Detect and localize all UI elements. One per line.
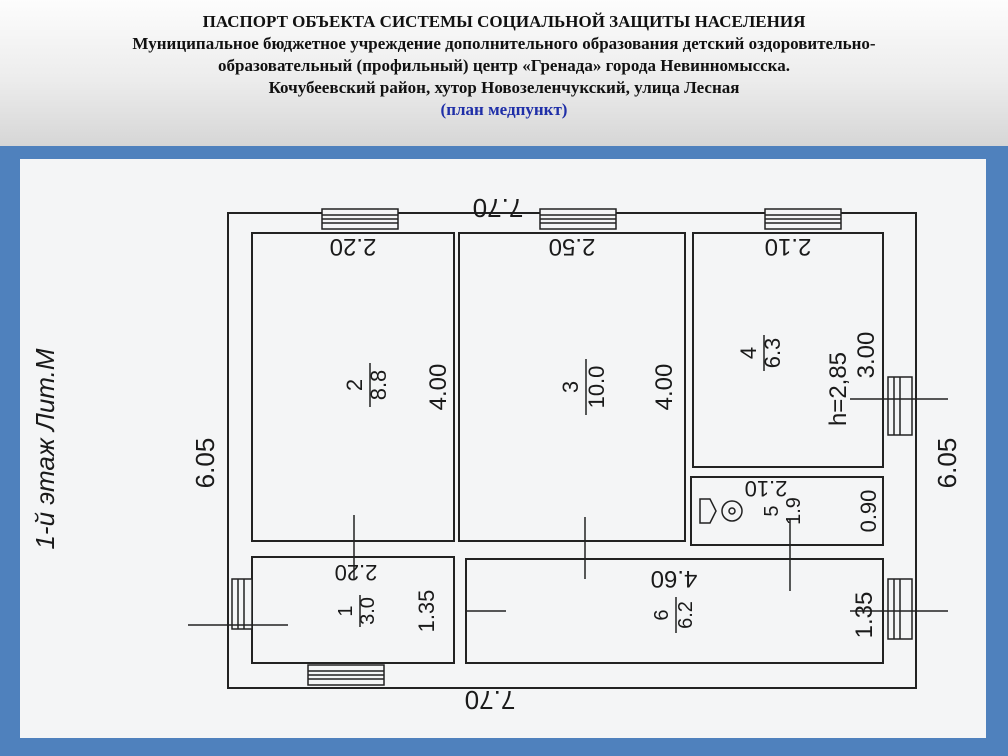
room-2-width: 2.20 bbox=[329, 233, 377, 260]
room-4-height-note: h=2,85 bbox=[825, 351, 852, 427]
room-3-area: 10.0 bbox=[584, 365, 609, 409]
room-1-area: 3.0 bbox=[357, 597, 379, 625]
overall-right-height: 6.05 bbox=[932, 437, 962, 489]
section-lines bbox=[188, 399, 948, 625]
overall-bottom-width: 7.70 bbox=[464, 685, 516, 715]
room-3-width: 2.50 bbox=[548, 233, 596, 260]
room-6-width: 4.60 bbox=[650, 565, 698, 592]
room-2-area: 8.8 bbox=[366, 369, 391, 401]
room-1-depth: 1.35 bbox=[414, 589, 439, 633]
floor-plan bbox=[20, 159, 986, 738]
room-2-depth: 4.00 bbox=[425, 363, 452, 411]
room-2-number: 2 bbox=[342, 378, 367, 392]
room-5-depth: 0.90 bbox=[856, 489, 881, 533]
page-header bbox=[0, 0, 1008, 146]
room-6-depth: 1.35 bbox=[851, 591, 878, 639]
overall-top-width: 7.70 bbox=[472, 193, 524, 223]
address-line: Кочубеевский район, хутор Новозеленчукский, улица Лесная bbox=[268, 78, 740, 97]
room-5-width: 2.10 bbox=[744, 476, 788, 501]
room-1-number: 1 bbox=[335, 605, 357, 617]
room-5-area: 1.9 bbox=[783, 497, 805, 525]
room-3-number: 3 bbox=[558, 380, 583, 394]
outer-wall bbox=[228, 213, 916, 688]
floor-plan-frame bbox=[20, 159, 986, 738]
floor-label: 1-й этаж Лит.М bbox=[30, 348, 60, 550]
room-5-number: 5 bbox=[761, 505, 783, 517]
room-4-depth: 3.00 bbox=[853, 331, 880, 379]
room-4-width: 2.10 bbox=[764, 233, 812, 260]
passport-title: ПАСПОРТ ОБЪЕКТА СИСТЕМЫ СОЦИАЛЬНОЙ ЗАЩИТЫ НАСЕЛЕНИЯ bbox=[202, 12, 806, 31]
overall-left-height: 6.05 bbox=[190, 437, 220, 489]
plan-subtitle: (план медпункт) bbox=[440, 100, 568, 119]
room-3-depth: 4.00 bbox=[651, 363, 678, 411]
room-4-area: 6.3 bbox=[760, 337, 785, 369]
sink-symbol bbox=[700, 499, 742, 523]
institution-line-2: образовательный (профильный) центр «Гренада» города Невинномысска. bbox=[218, 56, 790, 75]
room-1-width: 2.20 bbox=[334, 560, 378, 585]
top-windows bbox=[232, 209, 912, 685]
room-6-area: 6.2 bbox=[675, 601, 697, 629]
room-6-number: 6 bbox=[651, 609, 673, 621]
institution-line-1: Муниципальное бюджетное учреждение дополнительного образования детский оздоровительно- bbox=[132, 34, 876, 53]
room-4-number: 4 bbox=[736, 346, 761, 360]
